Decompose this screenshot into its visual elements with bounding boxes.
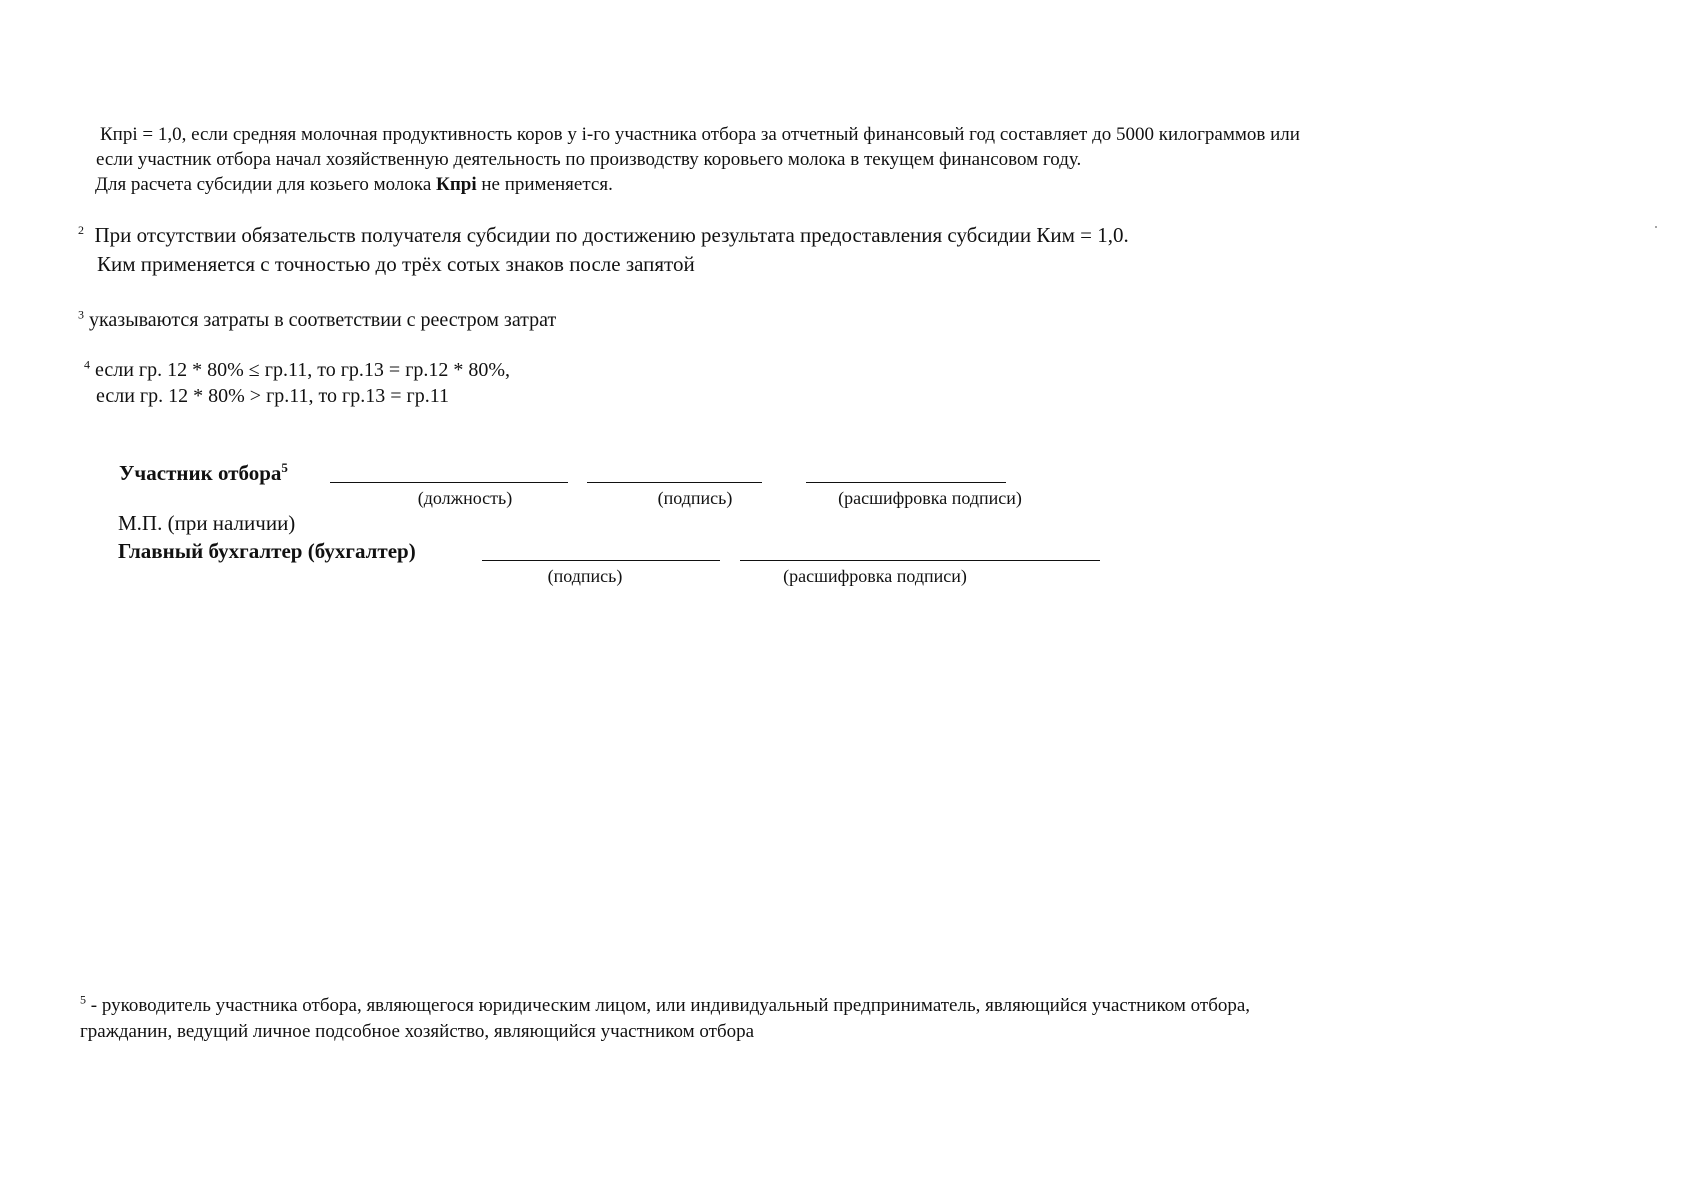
- decoding-line[interactable]: [806, 482, 1006, 483]
- caption-position: (должность): [417, 488, 513, 508]
- note1-line1: [100, 123, 1300, 147]
- accountant-caption-decoding: (расшифровка подписи): [783, 566, 967, 586]
- note1-line1-text: = 1,0, если средняя молочная продуктивность коров у і-го участника отбора за отчетный финансовый год составляет до 5000 килограммов или: [137, 124, 1300, 145]
- accountant-label: Главный бухгалтер (бухгалтер): [118, 539, 416, 563]
- footnote-mark-2: 2: [78, 223, 84, 237]
- footnote-mark-5: 5: [281, 460, 288, 475]
- accountant-caption-signature: (подпись): [547, 566, 623, 586]
- note1-line3-post: не применяется.: [476, 174, 613, 195]
- stamp-label: М.П. (при наличии): [118, 511, 296, 535]
- note2-line1: [78, 222, 1129, 248]
- position-line[interactable]: [330, 482, 568, 483]
- footnote-mark-3: 3: [78, 307, 84, 322]
- kpri-variable: Кпрі: [100, 124, 138, 145]
- caption-decoding: (расшифровка подписи): [838, 488, 1022, 508]
- note4-line2: если гр. 12 * 80% > гр.11, то гр.13 = гр.11: [96, 385, 449, 407]
- note1-line3-pre: Для расчета субсидии для козьего молока: [95, 174, 437, 195]
- participant-label-text: Участник отбора: [119, 461, 282, 485]
- accountant-decoding-line[interactable]: [740, 560, 1100, 561]
- participant-label: [119, 460, 288, 486]
- footnote-mark-4: 4: [84, 357, 90, 372]
- note1-line3: [95, 173, 613, 197]
- note3: [78, 308, 556, 333]
- note2-line1-text: При отсутствии обязательств получателя субсидии по достижению результата предоставления субсидии Ким = 1,0.: [94, 223, 1129, 247]
- note4-line1: [84, 358, 510, 383]
- note1-line2: если участник отбора начал хозяйственную деятельность по производству коровьего молока в текущем финансовом году.: [96, 149, 1082, 170]
- note5-line1: [80, 994, 1250, 1018]
- accountant-signature-line[interactable]: [482, 560, 720, 561]
- caption-signature: (подпись): [657, 488, 733, 508]
- scan-speck: [1655, 226, 1657, 228]
- note4-line1-text: если гр. 12 * 80% ≤ гр.11, то гр.13 = гр.12 * 80%,: [95, 359, 511, 381]
- note5-line2: гражданин, ведущий личное подсобное хозяйство, являющийся участником отбора: [80, 1021, 755, 1042]
- note5-line1-text: - руководитель участника отбора, являющегося юридическим лицом, или индивидуальный предприниматель, являющийся участником отбора,: [86, 995, 1251, 1016]
- footnote-mark-5-bottom: 5: [80, 992, 86, 1007]
- signature-line[interactable]: [587, 482, 762, 483]
- kpri-variable-bold: Кпрі: [436, 174, 477, 195]
- note3-text: указываются затраты в соответствии с реестром затрат: [89, 309, 557, 331]
- note2-line2: Ким применяется с точностью до трёх сотых знаков после запятой: [97, 252, 695, 276]
